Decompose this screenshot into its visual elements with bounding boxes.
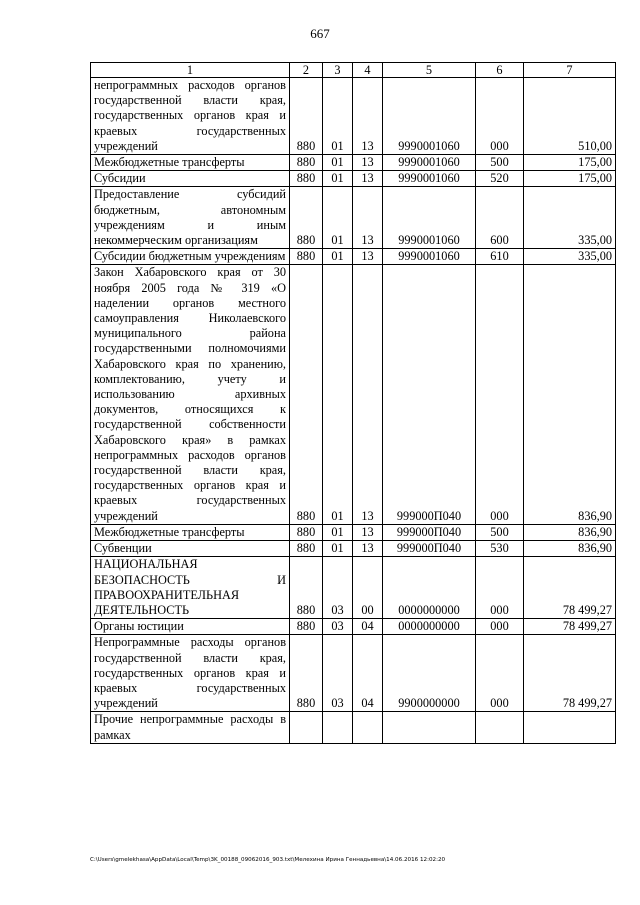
row-amount: 78 499,27 <box>524 557 616 619</box>
row-amount: 335,00 <box>524 249 616 265</box>
row-subsection: 04 <box>353 635 383 712</box>
row-admin <box>290 712 323 743</box>
table-row <box>91 635 616 712</box>
row-subsection: 13 <box>353 265 383 524</box>
row-target: 999000П040 <box>383 524 476 540</box>
row-section: 01 <box>323 171 353 187</box>
row-section: 03 <box>323 635 353 712</box>
row-section: 03 <box>323 557 353 619</box>
row-subsection: 13 <box>353 541 383 557</box>
row-admin: 880 <box>290 541 323 557</box>
row-target <box>383 712 476 743</box>
row-name: Непрограммные расходы органов государственной власти края, государственных органов края и краевых государственных учреждений <box>91 635 290 712</box>
header-cell: 4 <box>353 63 383 78</box>
row-subsection: 13 <box>353 155 383 171</box>
row-target: 9990001060 <box>383 249 476 265</box>
row-amount: 78 499,27 <box>524 619 616 635</box>
row-section: 01 <box>323 265 353 524</box>
row-target: 9990001060 <box>383 78 476 155</box>
row-amount <box>524 712 616 743</box>
row-section: 01 <box>323 541 353 557</box>
row-admin: 880 <box>290 265 323 524</box>
row-admin: 880 <box>290 524 323 540</box>
table-row <box>91 171 616 187</box>
row-subsection: 13 <box>353 524 383 540</box>
table-row <box>91 78 616 155</box>
table-row <box>91 155 616 171</box>
row-name: Закон Хабаровского края от 30 ноября 2005 года № 319 «О наделении органов местного самоуправления Николаевского муниципального района государственными полномочиями Хабаровского края по хранению, комплектованию, учету и использованию архивных документов, относящихся к государственной собственности Хабаровского края» в рамках непрограммных расходов органов государственной власти края, государственных органов края и краевых государственных учреждений <box>91 265 290 524</box>
header-cell: 1 <box>91 63 290 78</box>
row-subsection: 13 <box>353 249 383 265</box>
row-admin: 880 <box>290 619 323 635</box>
row-target: 0000000000 <box>383 557 476 619</box>
row-subsection: 13 <box>353 78 383 155</box>
row-name: Субвенции <box>91 541 290 557</box>
table-row <box>91 712 616 743</box>
table-row <box>91 541 616 557</box>
header-cell: 7 <box>524 63 616 78</box>
row-target: 9990001060 <box>383 187 476 249</box>
row-name: Органы юстиции <box>91 619 290 635</box>
row-subsection: 13 <box>353 187 383 249</box>
table-row <box>91 619 616 635</box>
row-amount: 335,00 <box>524 187 616 249</box>
row-type: 500 <box>476 155 524 171</box>
row-section: 01 <box>323 249 353 265</box>
row-name: Предоставление субсидий бюджетным, автономным учреждениям и иным некоммерческим организациям <box>91 187 290 249</box>
header-cell: 3 <box>323 63 353 78</box>
row-type: 530 <box>476 541 524 557</box>
row-type: 500 <box>476 524 524 540</box>
table-row <box>91 187 616 249</box>
row-name: Субсидии <box>91 171 290 187</box>
row-amount: 510,00 <box>524 78 616 155</box>
header-row <box>91 63 616 78</box>
row-amount: 78 499,27 <box>524 635 616 712</box>
row-target: 9990001060 <box>383 171 476 187</box>
row-subsection: 00 <box>353 557 383 619</box>
row-admin: 880 <box>290 249 323 265</box>
row-target: 999000П040 <box>383 265 476 524</box>
row-admin: 880 <box>290 155 323 171</box>
row-type: 000 <box>476 635 524 712</box>
row-admin: 880 <box>290 187 323 249</box>
row-target: 999000П040 <box>383 541 476 557</box>
row-type: 610 <box>476 249 524 265</box>
row-type <box>476 712 524 743</box>
row-subsection: 04 <box>353 619 383 635</box>
row-section: 01 <box>323 524 353 540</box>
row-name: Межбюджетные трансферты <box>91 524 290 540</box>
row-section: 01 <box>323 78 353 155</box>
table-row <box>91 249 616 265</box>
row-type: 520 <box>476 171 524 187</box>
row-type: 000 <box>476 78 524 155</box>
row-name: Межбюджетные трансферты <box>91 155 290 171</box>
row-amount: 836,90 <box>524 265 616 524</box>
row-target: 9900000000 <box>383 635 476 712</box>
header-cell: 6 <box>476 63 524 78</box>
row-section: 03 <box>323 619 353 635</box>
row-amount: 836,90 <box>524 541 616 557</box>
row-name: непрограммных расходов органов государственной власти края, государственных органов края и краевых государственных учреждений <box>91 78 290 155</box>
row-type: 000 <box>476 265 524 524</box>
row-admin: 880 <box>290 635 323 712</box>
row-admin: 880 <box>290 557 323 619</box>
row-target: 9990001060 <box>383 155 476 171</box>
row-name: Прочие непрограммные расходы в рамках <box>91 712 290 743</box>
row-subsection <box>353 712 383 743</box>
row-section: 01 <box>323 155 353 171</box>
row-name: Субсидии бюджетным учреждениям <box>91 249 290 265</box>
row-subsection: 13 <box>353 171 383 187</box>
header-cell: 5 <box>383 63 476 78</box>
footer-file-path: C:\Users\gmelekhasa\AppData\Local\Temp\3K_00188_09062016_903.txt\Мелехина Ирина Геннадьевна\14.06.2016 12:02:20 <box>90 857 446 863</box>
row-amount: 836,90 <box>524 524 616 540</box>
row-amount: 175,00 <box>524 155 616 171</box>
row-target: 0000000000 <box>383 619 476 635</box>
table-row <box>91 557 616 619</box>
row-type: 000 <box>476 619 524 635</box>
row-section <box>323 712 353 743</box>
table-row <box>91 524 616 540</box>
page-number: 667 <box>310 26 330 41</box>
row-type: 600 <box>476 187 524 249</box>
row-amount: 175,00 <box>524 171 616 187</box>
row-admin: 880 <box>290 171 323 187</box>
budget-table <box>90 62 616 744</box>
row-type: 000 <box>476 557 524 619</box>
table-row <box>91 265 616 524</box>
row-admin: 880 <box>290 78 323 155</box>
row-name: НАЦИОНАЛЬНАЯ БЕЗОПАСНОСТЬ И ПРАВООХРАНИТЕЛЬНАЯ ДЕЯТЕЛЬНОСТЬ <box>91 557 290 619</box>
row-section: 01 <box>323 187 353 249</box>
header-cell: 2 <box>290 63 323 78</box>
